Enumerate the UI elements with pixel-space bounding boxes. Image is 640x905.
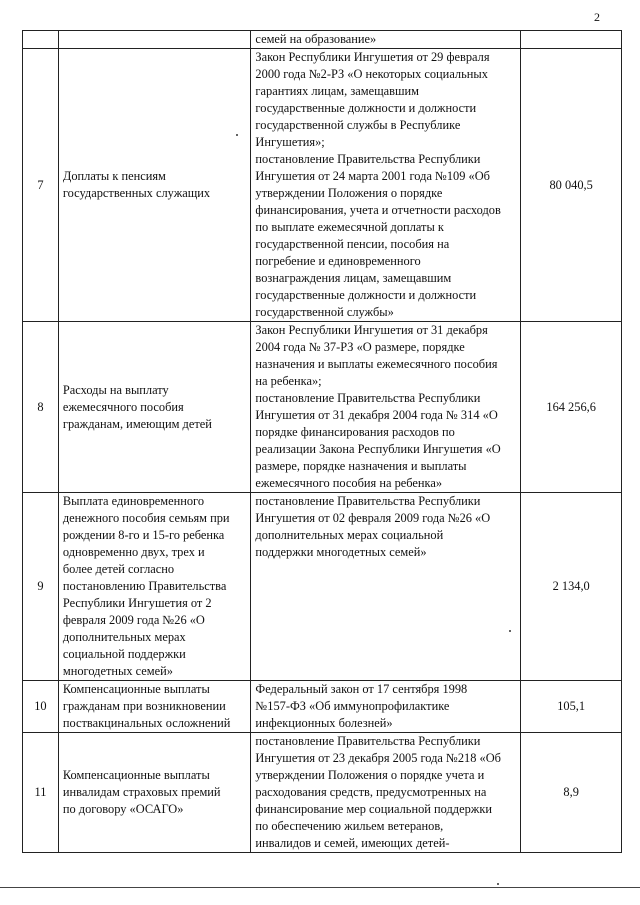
row-number: 8	[23, 322, 59, 493]
legal-basis-line: на ребенка»;	[255, 374, 322, 388]
payment-name-line: инвалидам страховых премий	[62, 785, 221, 799]
payment-name-line: денежного пособия семьям при	[62, 511, 230, 525]
payment-name-line: гражданам при возникновении	[62, 699, 226, 713]
legal-basis-line: государственной службы в Республике	[255, 118, 461, 132]
payment-name-cell	[58, 31, 251, 49]
scan-speck	[509, 630, 511, 632]
legal-basis-line: по выплате ежемесячной доплаты к	[255, 220, 444, 234]
legal-basis-cell	[251, 322, 521, 493]
payment-name-line: по договору «ОСАГО»	[62, 802, 184, 816]
legal-basis-line: Ингушетия от 24 марта 2001 года №109 «Об	[255, 169, 490, 183]
legal-basis-cell	[251, 681, 521, 733]
payment-name-line: Республики Ингушетия от 2	[62, 596, 212, 610]
legal-basis-line: инвалидов и семей, имеющих детей-	[255, 836, 450, 850]
payment-name-line: Выплата единовременного	[62, 494, 205, 508]
payment-name-cell	[58, 733, 251, 853]
payment-name-line: Компенсационные выплаты	[62, 682, 210, 696]
payment-name-line: февраля 2009 года №26 «О	[62, 613, 205, 627]
legal-basis-line: Ингушетия»;	[255, 135, 325, 149]
table-row	[23, 733, 622, 853]
amount-cell	[521, 31, 622, 49]
benefits-table	[22, 30, 622, 853]
legal-basis-line: финансирование мер социальной поддержки	[255, 802, 492, 816]
legal-basis-line: Федеральный закон от 17 сентября 1998	[255, 682, 468, 696]
payment-name-line: ежемесячного пособия	[62, 399, 184, 414]
legal-basis-line: расходования средств, предусмотренных на	[255, 785, 487, 799]
legal-basis-line: государственной службы»	[255, 305, 394, 319]
legal-basis-cell	[251, 31, 521, 49]
legal-basis-line: вознаграждения лицам, замещавшим	[255, 271, 452, 285]
payment-name-line: социальной поддержки	[62, 647, 186, 661]
row-number: 10	[23, 681, 59, 733]
table-row	[23, 493, 622, 681]
table-row	[23, 49, 622, 322]
payment-name-line: рождении 8-го и 15-го ребенка	[62, 528, 225, 542]
table-body	[23, 31, 622, 853]
legal-basis-cell	[251, 733, 521, 853]
scan-speck	[236, 134, 238, 136]
page-bottom-divider	[0, 887, 640, 888]
legal-basis-line: порядке финансирования расходов по	[255, 425, 455, 439]
payment-name-line: многодетных семей»	[62, 664, 173, 678]
legal-basis-cell	[251, 493, 521, 681]
amount-cell: 80 040,5	[521, 49, 622, 322]
legal-basis-line: семей на образование»	[255, 32, 377, 46]
payment-name-line: Расходы на выплату	[62, 382, 169, 397]
page-number: 2	[594, 10, 600, 24]
amount-cell: 164 256,6	[521, 322, 622, 493]
legal-basis-line: размере, порядке назначения и выплаты	[255, 459, 467, 473]
payment-name-line: постановлению Правительства	[62, 579, 227, 593]
legal-basis-line: Ингушетия от 23 декабря 2005 года №218 «Об	[255, 751, 501, 765]
payment-name-line: Компенсационные выплаты	[62, 768, 210, 782]
amount-cell: 2 134,0	[521, 493, 622, 681]
legal-basis-line: постановление Правительства Республики	[255, 152, 481, 166]
legal-basis-line: Закон Республики Ингушетия от 31 декабря	[255, 323, 488, 337]
legal-basis-line: инфекционных болезней»	[255, 716, 393, 730]
row-number: 9	[23, 493, 59, 681]
payment-name-line: гражданам, имеющим детей	[62, 416, 212, 431]
amount-cell: 8,9	[521, 733, 622, 853]
amount-cell: 105,1	[521, 681, 622, 733]
table-row	[23, 681, 622, 733]
legal-basis-line: назначения и выплаты ежемесячного пособия	[255, 357, 498, 371]
legal-basis-line: постановление Правительства Республики	[255, 391, 481, 405]
legal-basis-line: гарантиях лицам, замещавшим	[255, 84, 419, 98]
legal-basis-line: утверждении Положения о порядке	[255, 186, 443, 200]
payment-name-line: дополнительных мерах	[62, 630, 186, 644]
legal-basis-line: Закон Республики Ингушетия от 29 февраля	[255, 50, 490, 64]
payment-name-cell	[58, 681, 251, 733]
legal-basis-line: финансирования, учета и отчетности расходов	[255, 203, 501, 217]
legal-basis-line: 2000 года №2-РЗ «О некоторых социальных	[255, 67, 488, 81]
legal-basis-line: ежемесячного пособия на ребенка»	[255, 476, 443, 490]
legal-basis-line: утверждении Положения о порядке учета и	[255, 768, 485, 782]
legal-basis-line: №157-ФЗ «Об иммунопрофилактике	[255, 699, 450, 713]
row-number: 7	[23, 49, 59, 322]
payment-name-line: поствакцинальных осложнений	[62, 716, 231, 730]
payment-name-line: одновременно двух, трех и	[62, 545, 205, 559]
scan-speck	[497, 883, 499, 885]
legal-basis-line: государственные должности и должности	[255, 288, 477, 302]
legal-basis-line: постановление Правительства Республики	[255, 494, 481, 508]
payment-name-line: более детей согласно	[62, 562, 175, 576]
payment-name-line: государственных служащих	[62, 186, 211, 200]
legal-basis-line: Ингушетия от 31 декабря 2004 года № 314 «О	[255, 408, 498, 422]
payment-name-cell	[58, 49, 251, 322]
payment-name-line: Доплаты к пенсиям	[62, 169, 166, 183]
table-row	[23, 31, 622, 49]
row-number: 11	[23, 733, 59, 853]
legal-basis-line: погребение и единовременного	[255, 254, 421, 268]
legal-basis-line: Ингушетия от 02 февраля 2009 года №26 «О	[255, 511, 491, 525]
legal-basis-line: государственные должности и должности	[255, 101, 477, 115]
legal-basis-line: государственной пенсии, пособия на	[255, 237, 450, 251]
legal-basis-line: реализации Закона Республики Ингушетия «О	[255, 442, 501, 456]
legal-basis-line: постановление Правительства Республики	[255, 734, 481, 748]
table-row	[23, 322, 622, 493]
legal-basis-line: поддержки многодетных семей»	[255, 545, 427, 559]
legal-basis-line: 2004 года № 37-РЗ «О размере, порядке	[255, 340, 465, 354]
legal-basis-line: по обеспечению жильем ветеранов,	[255, 819, 444, 833]
row-number	[23, 31, 59, 49]
payment-name-cell	[58, 322, 251, 493]
payment-name-cell	[58, 493, 251, 681]
legal-basis-cell	[251, 49, 521, 322]
legal-basis-line: дополнительных мерах социальной	[255, 528, 444, 542]
